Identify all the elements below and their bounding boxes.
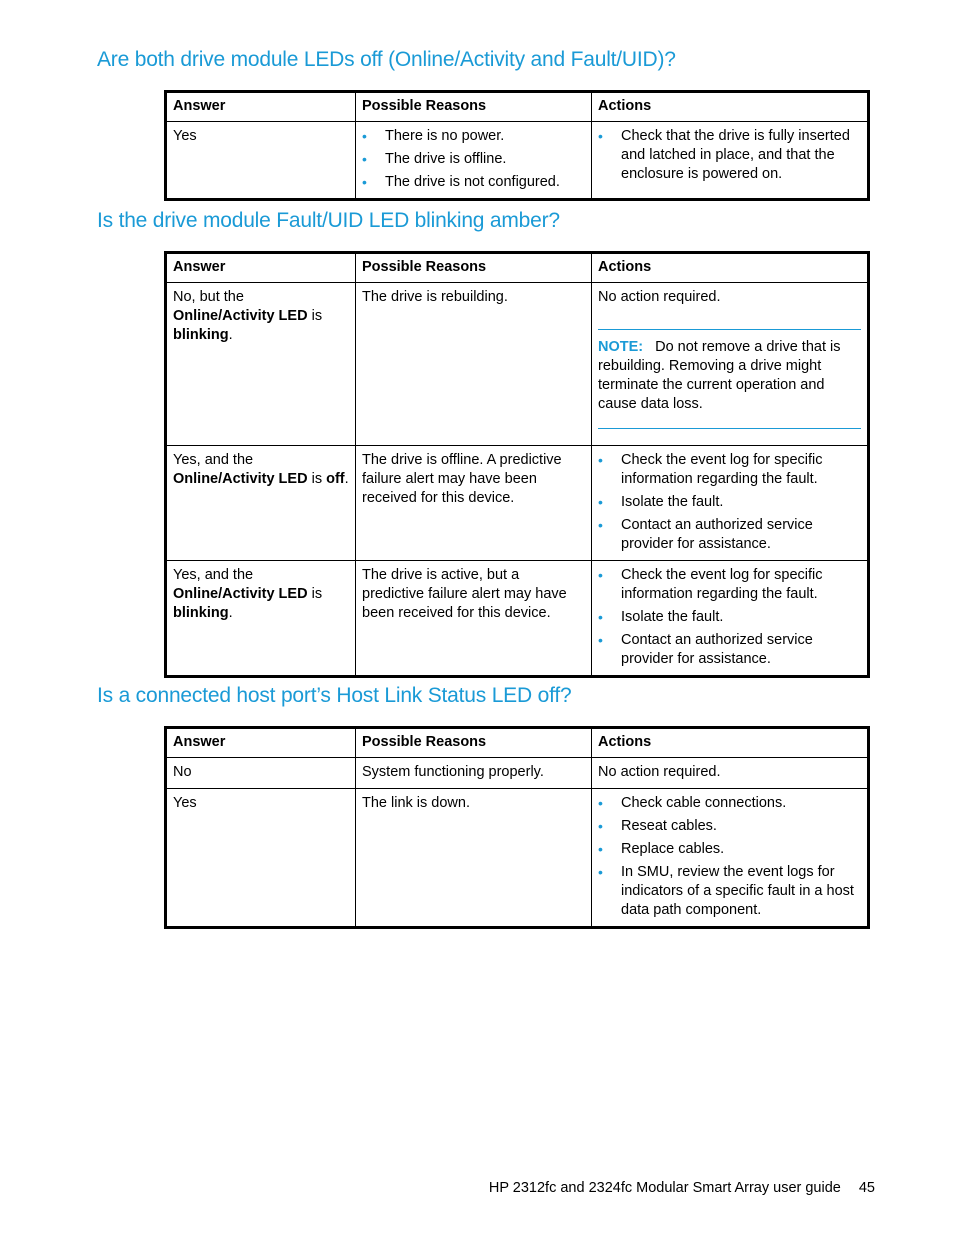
answer-cell: No, but the Online/Activity LED is blinking.: [166, 283, 356, 446]
section-3-heading: Is a connected host port’s Host Link Status LED off?: [97, 684, 572, 707]
bullet-icon: •: [598, 494, 603, 510]
list-item: • Check that the drive is fully inserted and latched in place, and that the enclosure is powered on.: [598, 128, 850, 182]
actions-list: [598, 794, 861, 920]
bullet-icon: •: [598, 452, 603, 468]
actions-list: [598, 451, 861, 554]
reasons-cell: [356, 122, 592, 200]
list-item: • Contact an authorized service provider for assistance.: [598, 517, 813, 552]
list-item: • The drive is not configured.: [362, 174, 560, 190]
reasons-cell: The drive is active, but a predictive failure alert may have been received for this device.: [356, 561, 592, 677]
bullet-icon: •: [598, 818, 603, 834]
table-header-row: [166, 728, 869, 758]
note-text: Do not remove a drive that is rebuilding. Removing a drive might terminate the current operation and cause data loss.: [598, 339, 841, 412]
bullet-icon: •: [598, 841, 603, 857]
list-item: • Check cable connections.: [598, 795, 787, 811]
section-2-heading: Is the drive module Fault/UID LED blinking amber?: [97, 209, 560, 232]
table-row: [166, 789, 869, 928]
list-item: • Isolate the fault.: [598, 494, 724, 510]
header-actions: Actions: [592, 728, 869, 758]
actions-list: [598, 566, 861, 669]
reasons-cell: The link is down.: [356, 789, 592, 928]
header-possible-reasons: Possible Reasons: [356, 253, 592, 283]
action-text: No action required.: [598, 289, 721, 305]
answer-cell: Yes: [166, 789, 356, 928]
reasons-cell: The drive is offline. A predictive failure alert may have been received for this device.: [356, 446, 592, 561]
bullet-icon: •: [598, 567, 603, 583]
list-item: • Check the event log for specific information regarding the fault.: [598, 452, 823, 487]
table-header-row: [166, 253, 869, 283]
table-row: [166, 283, 869, 446]
list-item: • Check the event log for specific information regarding the fault.: [598, 567, 823, 602]
list-item: • Isolate the fault.: [598, 609, 724, 625]
actions-cell: [592, 122, 869, 200]
footer-title: HP 2312fc and 2324fc Modular Smart Array user guide: [488, 1180, 841, 1196]
table-row: [166, 561, 869, 677]
list-item: • In SMU, review the event logs for indicators of a specific fault in a host data path component.: [598, 864, 854, 918]
list-item: • Replace cables.: [598, 841, 725, 857]
header-actions: Actions: [592, 92, 869, 122]
table-row: [166, 122, 869, 200]
table-both-leds-off: [164, 90, 870, 201]
answer-cell: Yes: [166, 122, 356, 200]
list-item: • The drive is offline.: [362, 151, 507, 167]
bullet-icon: •: [598, 517, 603, 533]
list-item: • There is no power.: [362, 128, 505, 144]
bullet-icon: •: [598, 128, 603, 144]
reasons-cell: The drive is rebuilding.: [356, 283, 592, 446]
actions-cell: [592, 789, 869, 928]
answer-cell: Yes, and the Online/Activity LED is off.: [166, 446, 356, 561]
reasons-list: [362, 127, 585, 192]
actions-cell: [592, 283, 869, 446]
header-actions: Actions: [592, 253, 869, 283]
bullet-icon: •: [598, 609, 603, 625]
answer-cell: No: [166, 758, 356, 789]
table-row: [166, 446, 869, 561]
note-box: [598, 329, 861, 429]
note-label: NOTE:: [598, 339, 644, 355]
table-host-link-led-off: [164, 726, 870, 929]
list-item: • Contact an authorized service provider for assistance.: [598, 632, 813, 667]
header-answer: Answer: [166, 92, 356, 122]
page-footer: [489, 1180, 875, 1196]
page-number: 45: [858, 1180, 875, 1196]
bullet-icon: •: [598, 795, 603, 811]
table-row: [166, 758, 869, 789]
actions-cell: No action required.: [592, 758, 869, 789]
section-1-heading: Are both drive module LEDs off (Online/Activity and Fault/UID)?: [97, 48, 676, 71]
actions-cell: [592, 446, 869, 561]
bullet-icon: •: [362, 128, 367, 144]
answer-cell: Yes, and the Online/Activity LED is blinking.: [166, 561, 356, 677]
reasons-cell: System functioning properly.: [356, 758, 592, 789]
header-answer: Answer: [166, 253, 356, 283]
header-possible-reasons: Possible Reasons: [356, 92, 592, 122]
bullet-icon: •: [598, 632, 603, 648]
bullet-icon: •: [598, 864, 603, 880]
table-fault-led-blinking: [164, 251, 870, 678]
bullet-icon: •: [362, 174, 367, 190]
header-possible-reasons: Possible Reasons: [356, 728, 592, 758]
actions-cell: [592, 561, 869, 677]
bullet-icon: •: [362, 151, 367, 167]
table-header-row: [166, 92, 869, 122]
actions-list: [598, 127, 861, 184]
header-answer: Answer: [166, 728, 356, 758]
list-item: • Reseat cables.: [598, 818, 717, 834]
